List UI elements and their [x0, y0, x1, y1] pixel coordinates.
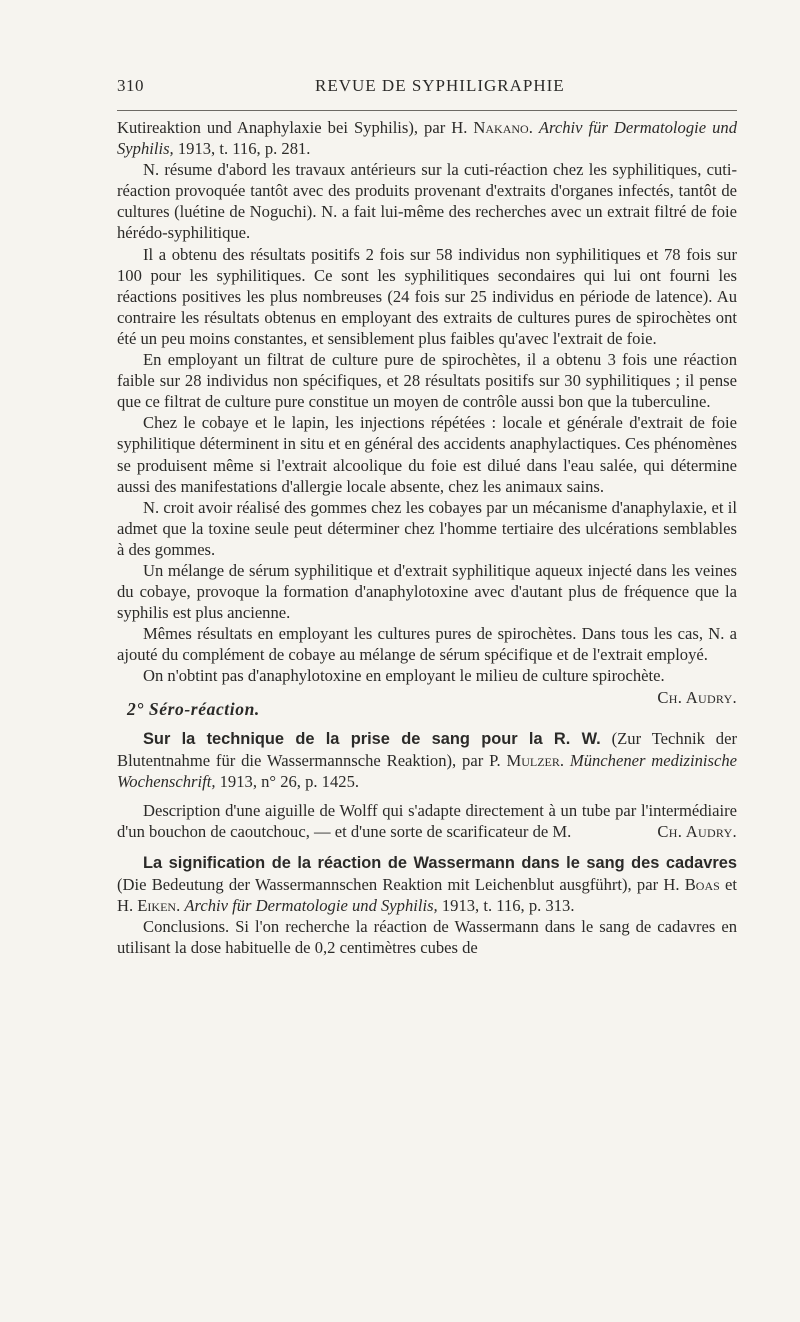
article2-citation: 1913, n° 26, p. 1425. [215, 771, 360, 791]
article3-citation: 1913, t. 116, p. 313. [437, 896, 575, 916]
paragraph: Mêmes résultats en employant les cultures pures de spirochètes. Dans tous les cas, N. a ajouté du complément de cobaye au mélange de sérum spécifique et de l'extrait employé. [117, 624, 737, 665]
article3-title: La signification de la réaction de Wassermann dans le sang des cadavres [143, 854, 737, 873]
article3-author-2: Eiken [137, 896, 177, 916]
article2-signature: Ch. Audry. [657, 822, 737, 841]
article2-source: Münchener medizinische Wochenschrift, [117, 750, 737, 791]
article2-reference: Sur la technique de la prise de sang pour la R. W. (Zur Technik der Blutentnahme für die Wassermannsche Reaktion), par P. Mulzer. Münchener medizinische Wochenschrift, 1913, n° 26, p. 1425. [117, 728, 737, 791]
article1-title: Kutireaktion und Anaphylaxie bei Syphilis), par H. [117, 118, 474, 137]
article1-reference: Kutireaktion und Anaphylaxie bei Syphilis), par H. Nakano. Archiv für Dermatologie und Syphilis, 1913, t. 116, p. 281. [117, 118, 737, 159]
paragraph-text: Description d'une aiguille de Wolff qui s'adapte directement à un tube par l'intermédiaire d'un bouchon de caoutchouc, — et d'une sorte de scarificateur de M. [117, 800, 737, 841]
journal-title: REVUE DE SYPHILIGRAPHIE [315, 76, 565, 95]
article1-author: Nakano [473, 118, 529, 137]
article2-author: Mulzer [506, 750, 560, 770]
paragraph: Un mélange de sérum syphilitique et d'extrait syphilitique aqueux injecté dans les veines du cobaye, provoque la formation d'anaphylotoxine avec d'autant plus de fréquence que la syphilis est plus ancienne. [117, 560, 737, 623]
paragraph-text: On n'obtint pas d'anaphylotoxine en employant le milieu de culture spirochète. [143, 666, 665, 686]
paragraph-with-signature [117, 800, 737, 842]
section-heading: 2° Séro-réaction. [127, 698, 260, 719]
paragraph-with-signature [117, 665, 737, 707]
article1-source: Archiv für Dermatologie und Syphilis, [117, 118, 737, 159]
page-number: 310 [117, 76, 144, 95]
article3-author-1: Boas [684, 875, 720, 895]
paragraph: N. croit avoir réalisé des gommes chez les cobayes par un mécanisme d'anaphylaxie, et il admet que la toxine seule peut déterminer chez l'homme tertiaire des ulcérations semblables à des gommes. [117, 497, 737, 559]
article3-reference: La signification de la réaction de Wassermann dans le sang des cadavres (Die Bedeutung der Wassermannschen Reaktion mit Leichenblut ausgführt), par H. Boas et H. Eiken. Archiv für Dermatologie und Syphilis, 1913, t. 116, p. 313. [117, 854, 738, 916]
header-rule [117, 110, 737, 111]
article3-source: Archiv für Dermatologie und Syphilis, [184, 896, 438, 916]
paragraph: Conclusions. Si l'on recherche la réaction de Wassermann dans le sang de cadavres en utilisant la dose habituelle de 0,2 centimètres cubes de [117, 917, 737, 958]
paragraph: Chez le cobaye et le lapin, les injections répétées : locale et générale d'extrait de foie syphilitique déterminent in situ et en général des accidents anaphylactiques. Ces phénomènes se produisent même si l'extrait alcoolique du foie est dilué dans l'eau salée, qui détermine aussi des manifestations d'allergie locale absente, chez les animaux sains. [117, 413, 737, 496]
article1-signature: Ch. Audry. [657, 687, 737, 707]
article1-citation: 1913, t. 116, p. 281. [173, 139, 311, 159]
page-body [117, 117, 737, 959]
article2-title: Sur la technique de la prise de sang pour la R. W. [143, 729, 601, 748]
paragraph: En employant un filtrat de culture pure de spirochètes, il a obtenu 3 fois une réaction faible sur 28 individus non spécifiques, et 28 résultats positifs sur 30 syphilitiques ; il pense que ce filtrat de culture pure constitue un moyen de contrôle aussi bon que la tuberculine. [117, 350, 737, 412]
running-head [117, 76, 737, 98]
paragraph: N. résume d'abord les travaux antérieurs sur la cuti-réaction chez les syphilitiques, cuti-réaction provoquée tantôt avec des produits provenant d'extraits d'organes infectés, tantôt de cultures (luétine de Noguchi). N. a fait lui-même des recherches avec un extrait filtré de foie hérédo-syphilitique. [117, 160, 737, 243]
paragraph: Il a obtenu des résultats positifs 2 fois sur 58 individus non syphilitiques et 78 fois sur 100 pour les syphilitiques. Ce sont les syphilitiques secondaires qui lui ont fourni les réactions positives les plus nombreuses (24 fois sur 25 individus en période de latence). Au contraire les résultats obtenus en employant des extraits de cultures pures de spirochètes ont été un peu moins constantes, et sensiblement plus faibles qu'avec l'extrait de foie. [117, 244, 737, 348]
